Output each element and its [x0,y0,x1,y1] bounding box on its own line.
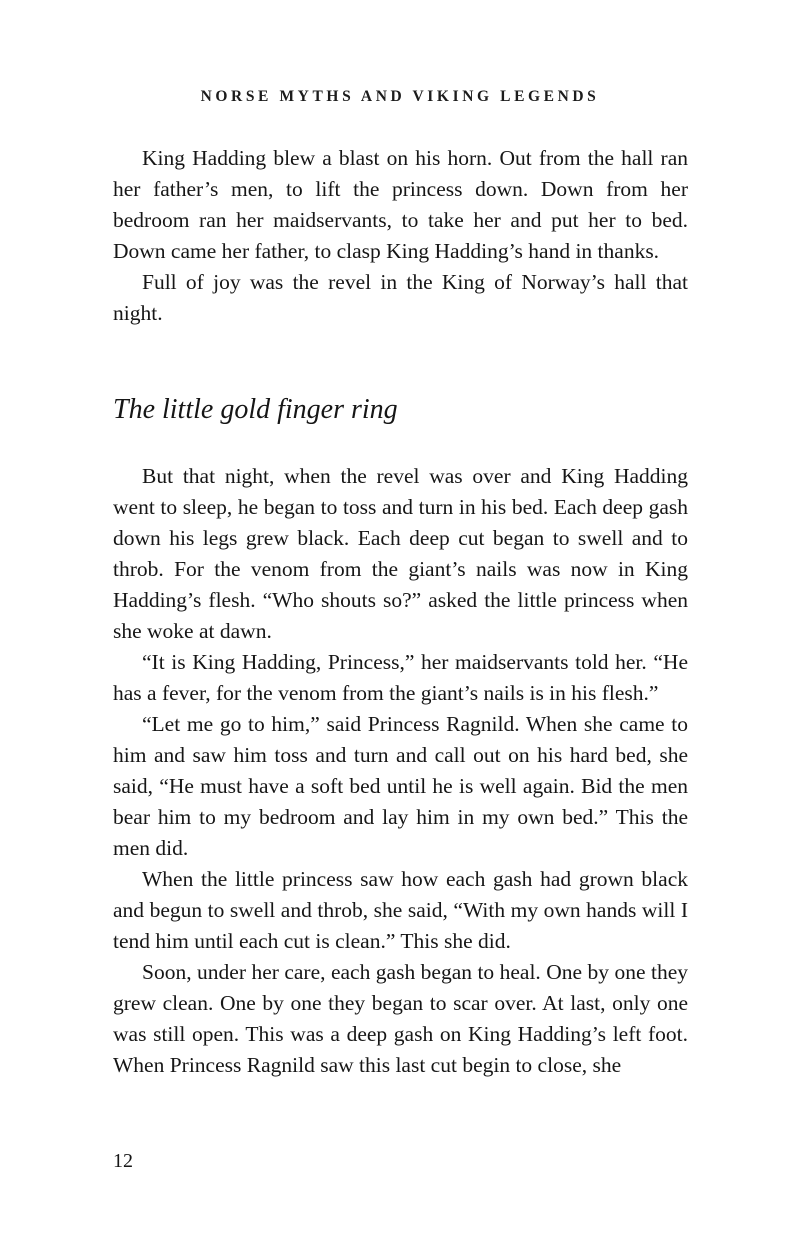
opening-paragraphs [113,143,688,329]
paragraph: “It is King Hadding, Princess,” her maidservants told her. “He has a fever, for the venom from the giant’s nails is in his flesh.” [113,650,688,705]
paragraph: King Hadding blew a blast on his horn. Out from the hall ran her father’s men, to lift the princess down. Down from her bedroom ran her maidservants, to take her and put her to bed. Down came her father, to clasp King Hadding’s hand in thanks. [113,146,688,263]
running-head: NORSE MYTHS AND VIKING LEGENDS [200,88,600,105]
text-block [113,143,688,1081]
page-number: 12 [113,1150,133,1172]
paragraph: Full of joy was the revel in the King of Norway’s hall that night. [113,270,688,325]
section-heading: The little gold finger ring [113,394,398,425]
paragraph: But that night, when the revel was over and King Hadding went to sleep, he began to toss and turn in his bed. Each deep gash down his legs grew black. Each deep cut began to swell and to throb. For the venom from the giant’s nails was now in King Hadding’s flesh. “Who shouts so?” asked the little princess when she woke at dawn. [113,464,688,643]
paragraph: When the little princess saw how each gash had grown black and begun to swell and throb, she said, “With my own hands will I tend him until each cut is clean.” This she did. [113,867,688,953]
section-paragraphs [113,461,688,1081]
paragraph: Soon, under her care, each gash began to heal. One by one they grew clean. One by one they began to scar over. At last, only one was still open. This was a deep gash on King Hadding’s left foot. When Princess Ragnild saw this last cut begin to close, she [113,960,688,1077]
paragraph: “Let me go to him,” said Princess Ragnild. When she came to him and saw him toss and turn and call out on his hard bed, she said, “He must have a soft bed until he is well again. Bid the men bear him to my bedroom and lay him in my own bed.” This the men did. [113,712,688,860]
